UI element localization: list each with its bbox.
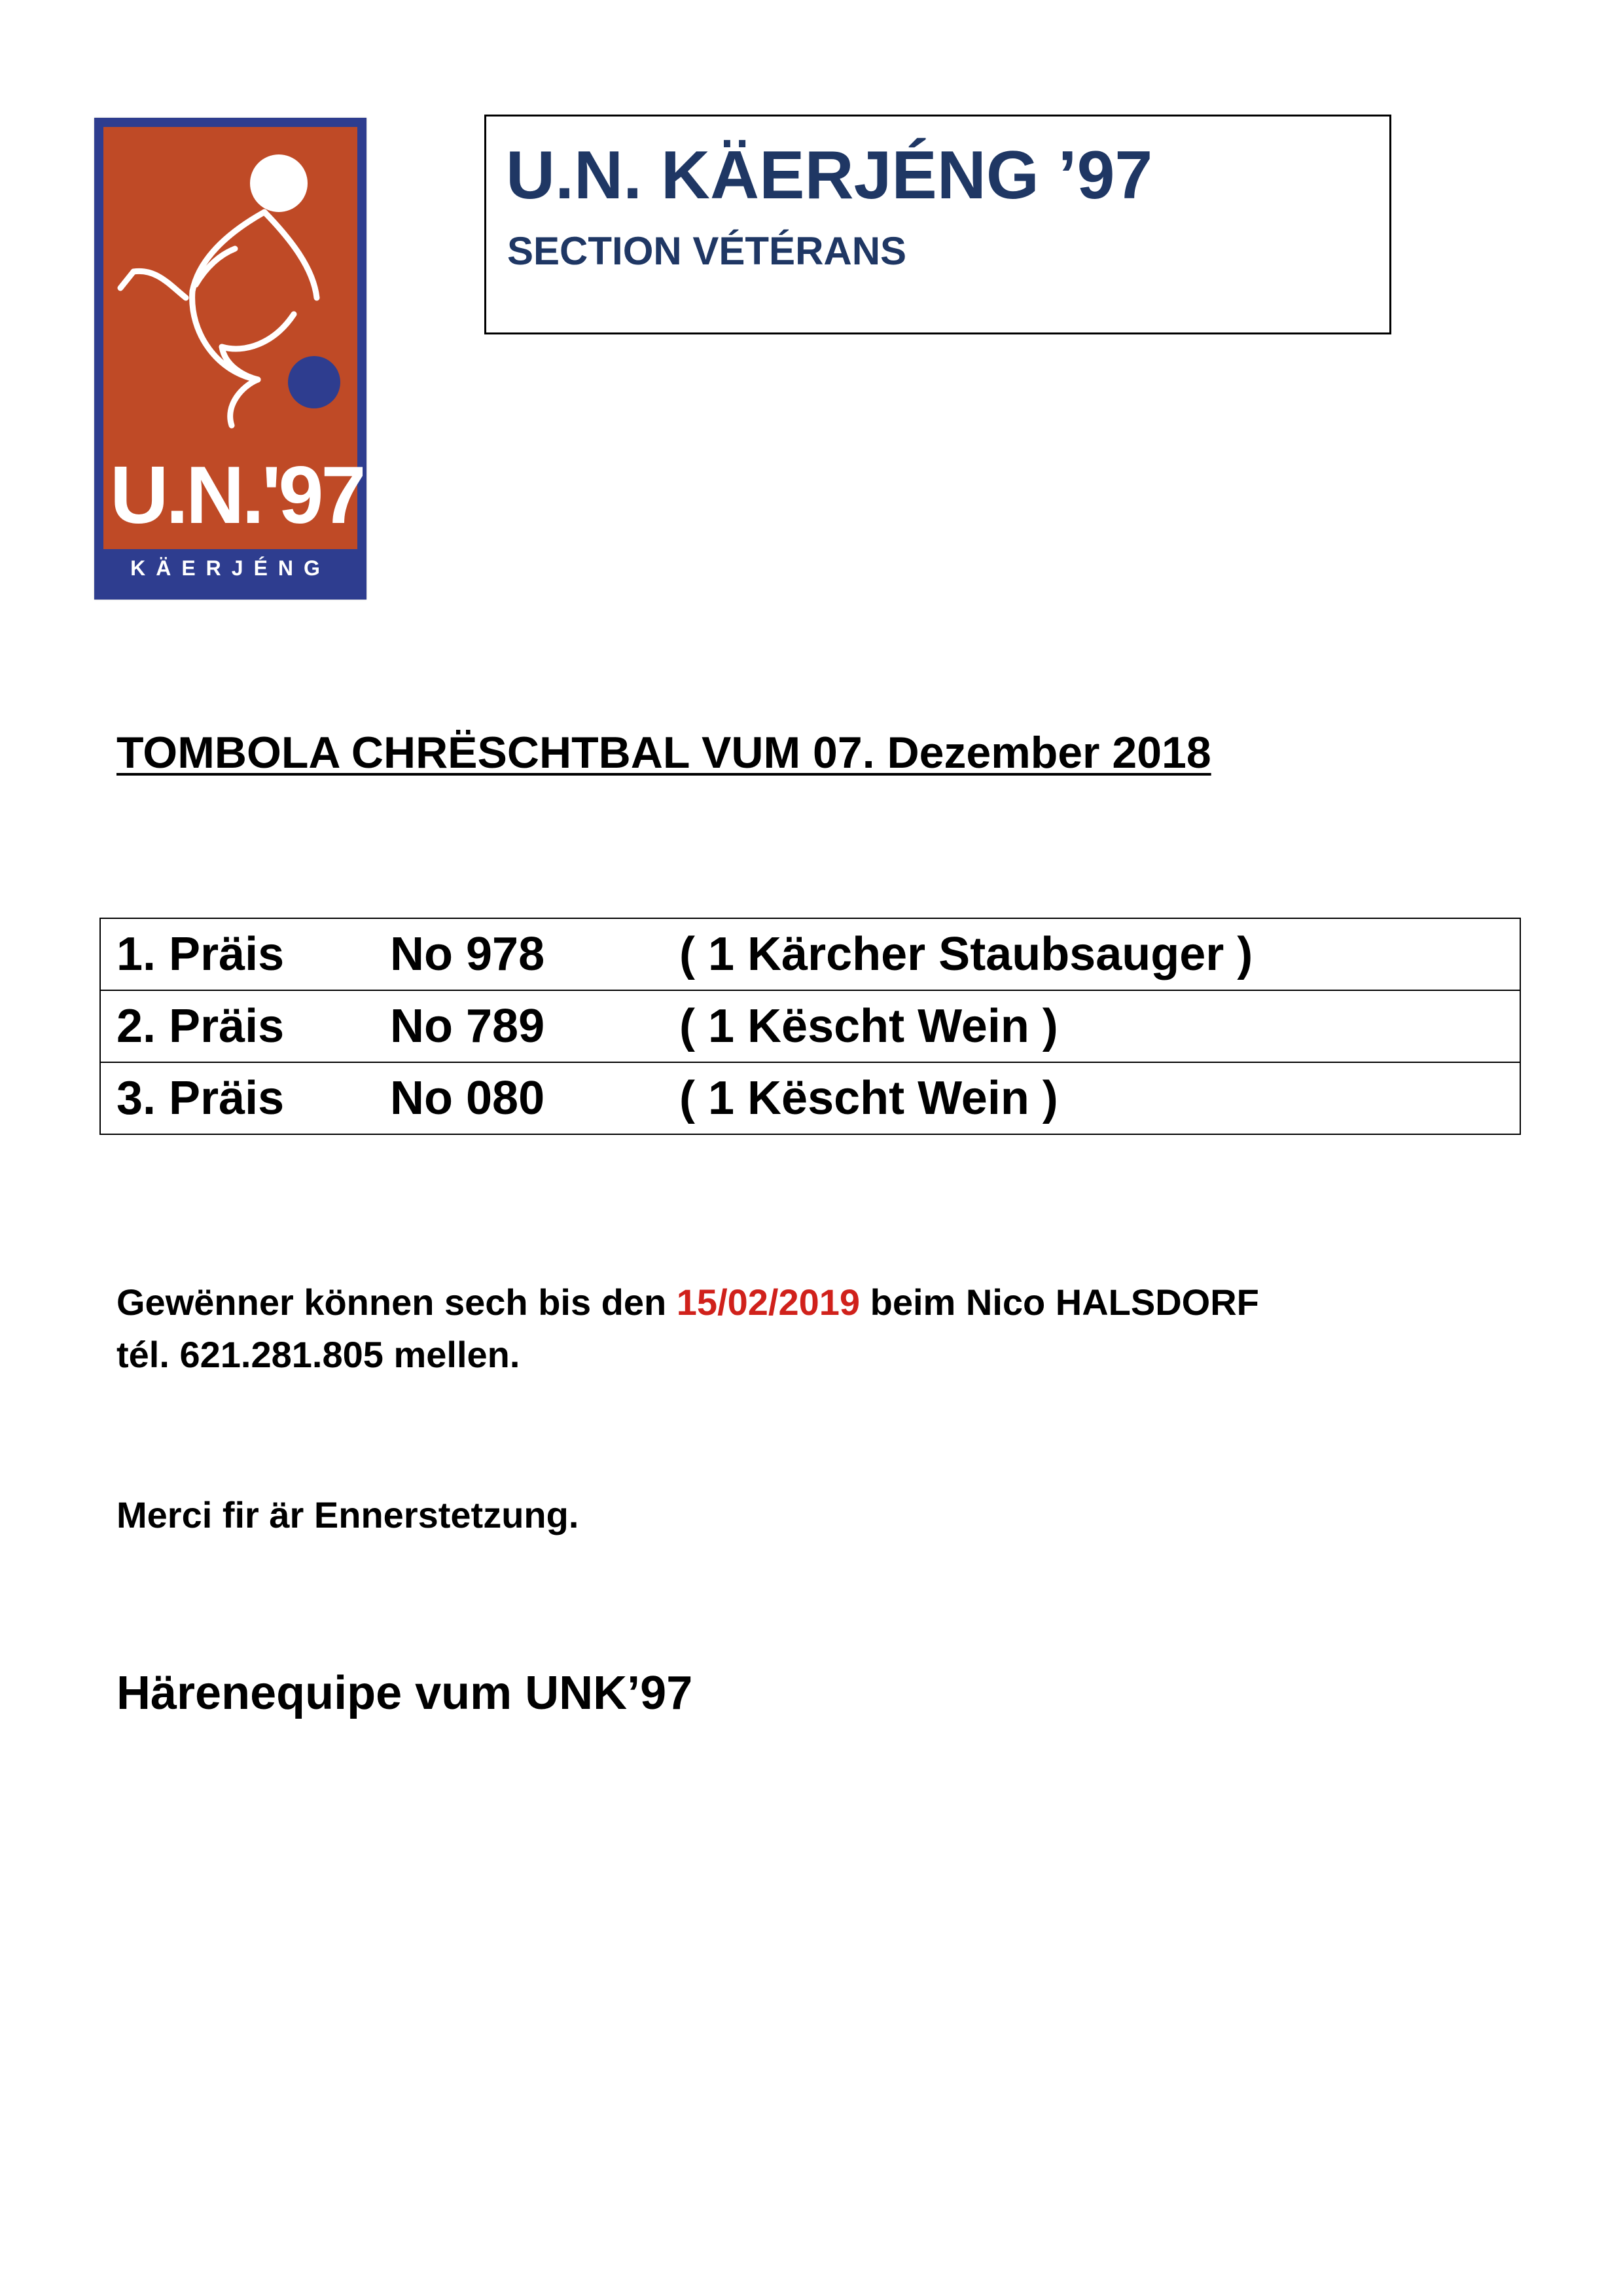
table-row [100, 918, 1520, 990]
header-box [484, 115, 1391, 334]
table-row [100, 1062, 1520, 1134]
prize-rank: 1. Präis [100, 918, 390, 990]
prize-number: No 080 [390, 1062, 679, 1134]
logo-main-text: U.N.'97 [110, 450, 364, 541]
prize-rank: 3. Präis [100, 1062, 390, 1134]
signature: Härenequipe vum UNK’97 [116, 1667, 693, 1719]
club-title: U.N. KÄERJÉNG ’97 [506, 137, 1153, 213]
club-subtitle: SECTION VÉTÉRANS [507, 229, 907, 273]
prize-item: ( 1 Këscht Wein ) [679, 990, 1520, 1062]
prize-item: ( 1 Këscht Wein ) [679, 1062, 1520, 1134]
winners-notice-text: Gewënner können sech bis den [116, 1282, 677, 1323]
deadline-date: 15/02/2019 [676, 1282, 861, 1323]
tombola-heading: TOMBOLA CHRËSCHTBAL VUM 07. Dezember 2018 [116, 728, 1211, 778]
contact-phone-line: tél. 621.281.805 mellen. [116, 1334, 520, 1375]
logo-sub-text: KÄERJÉNG [130, 556, 330, 580]
prize-item: ( 1 Kärcher Staubsauger ) [679, 918, 1520, 990]
winners-notice-text: beim Nico HALSDORF [860, 1282, 1259, 1323]
table-row [100, 990, 1520, 1062]
prize-rank: 2. Präis [100, 990, 390, 1062]
prize-number: No 978 [390, 918, 679, 990]
winners-notice [116, 1276, 1259, 1381]
prize-number: No 789 [390, 990, 679, 1062]
thanks-text: Merci fir är Ennerstetzung. [116, 1494, 579, 1535]
logo-ball-icon [288, 356, 340, 408]
logo-head-icon [250, 154, 308, 212]
club-logo [94, 118, 366, 600]
prize-table [99, 918, 1521, 1135]
